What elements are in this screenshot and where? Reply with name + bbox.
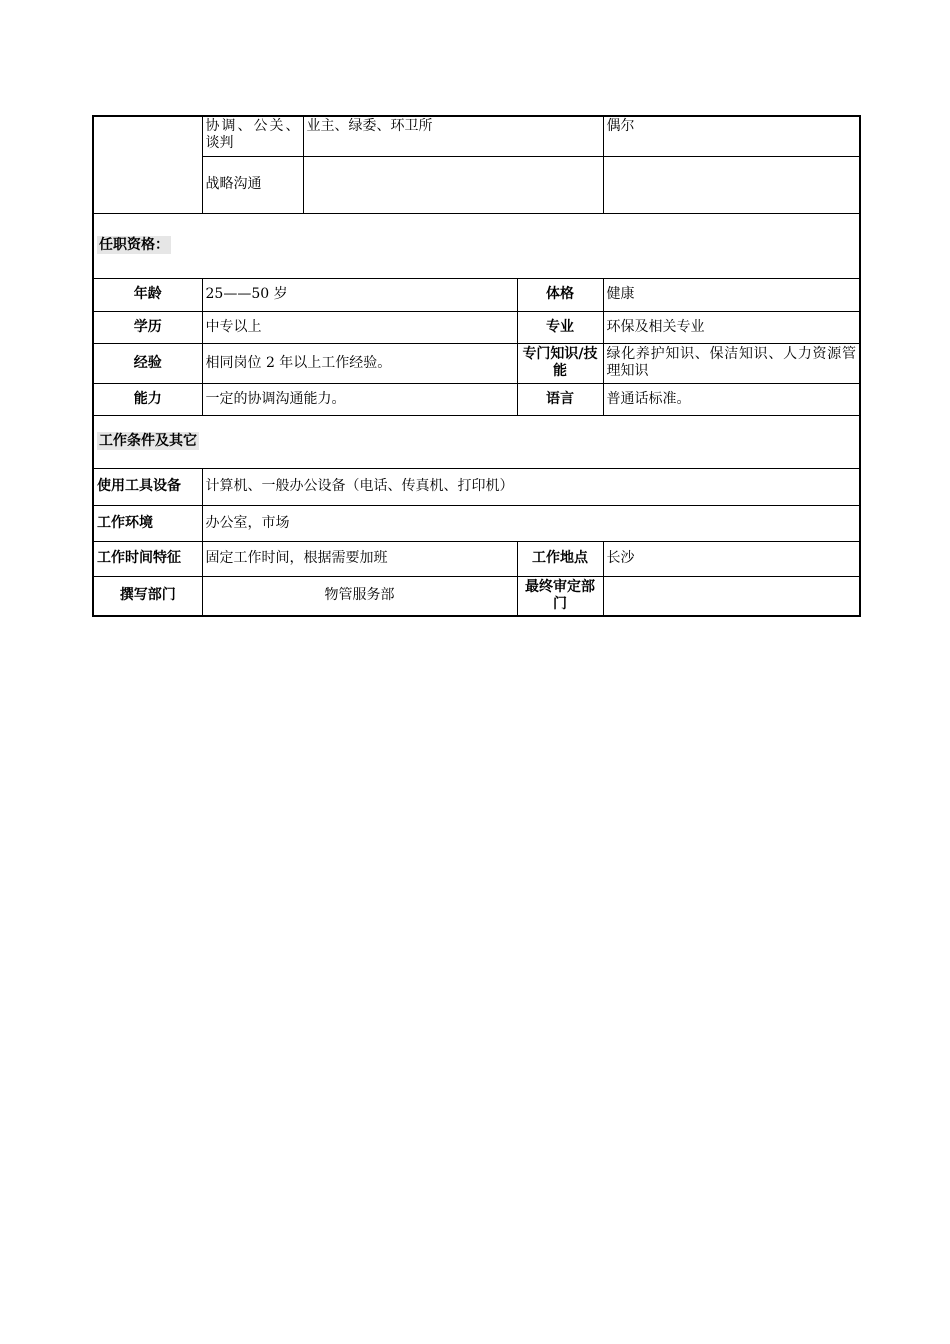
conditions-section-row — [93, 415, 860, 468]
work-location-label: 工作地点 — [517, 541, 603, 576]
ability-row — [93, 383, 860, 415]
education-row — [93, 311, 860, 343]
contact-row-2 — [93, 156, 860, 213]
language-value: 普通话标准。 — [603, 383, 860, 415]
departments-row — [93, 576, 860, 616]
contact-type-cell: 协调、公关、谈判 — [202, 116, 303, 156]
age-row — [93, 278, 860, 311]
contact-frequency-cell — [603, 156, 860, 213]
experience-value: 相同岗位 2 年以上工作经验。 — [202, 343, 517, 383]
work-location-value: 长沙 — [603, 541, 860, 576]
contact-object-cell: 业主、绿委、环卫所 — [303, 116, 603, 156]
work-time-value: 固定工作时间，根据需要加班 — [202, 541, 517, 576]
contact-object-cell — [303, 156, 603, 213]
education-label: 学历 — [93, 311, 202, 343]
work-time-row — [93, 541, 860, 576]
age-value: 25——50 岁 — [202, 278, 517, 311]
major-value: 环保及相关专业 — [603, 311, 860, 343]
tools-row — [93, 468, 860, 505]
tools-label: 使用工具设备 — [93, 468, 202, 505]
tools-value: 计算机、一般办公设备（电话、传真机、打印机） — [202, 468, 860, 505]
author-dept-value: 物管服务部 — [202, 576, 517, 616]
physique-label: 体格 — [517, 278, 603, 311]
work-time-label: 工作时间特征 — [93, 541, 202, 576]
education-value: 中专以上 — [202, 311, 517, 343]
qualifications-title-text: 任职资格： — [99, 237, 169, 253]
skills-label: 专门知识/技能 — [517, 343, 603, 383]
contact-type-cell: 战略沟通 — [202, 156, 303, 213]
environment-label: 工作环境 — [93, 505, 202, 541]
environment-row — [93, 505, 860, 541]
conditions-section-title — [93, 415, 860, 468]
contact-empty-label-cell — [93, 116, 202, 213]
experience-label: 经验 — [93, 343, 202, 383]
job-description-sheet — [92, 115, 859, 617]
contact-frequency-cell: 偶尔 — [603, 116, 860, 156]
ability-value: 一定的协调沟通能力。 — [202, 383, 517, 415]
major-label: 专业 — [517, 311, 603, 343]
review-dept-label: 最终审定部门 — [517, 576, 603, 616]
skills-value: 绿化养护知识、保洁知识、人力资源管理知识 — [603, 343, 860, 383]
age-label: 年龄 — [93, 278, 202, 311]
environment-value: 办公室，市场 — [202, 505, 860, 541]
job-description-table — [92, 115, 861, 617]
qualifications-section-row — [93, 213, 860, 278]
conditions-title-text: 工作条件及其它 — [99, 433, 197, 449]
experience-row — [93, 343, 860, 383]
review-dept-value — [603, 576, 860, 616]
author-dept-label: 撰写部门 — [93, 576, 202, 616]
physique-value: 健康 — [603, 278, 860, 311]
qualifications-section-title — [93, 213, 860, 278]
language-label: 语言 — [517, 383, 603, 415]
ability-label: 能力 — [93, 383, 202, 415]
contact-row-1 — [93, 116, 860, 156]
